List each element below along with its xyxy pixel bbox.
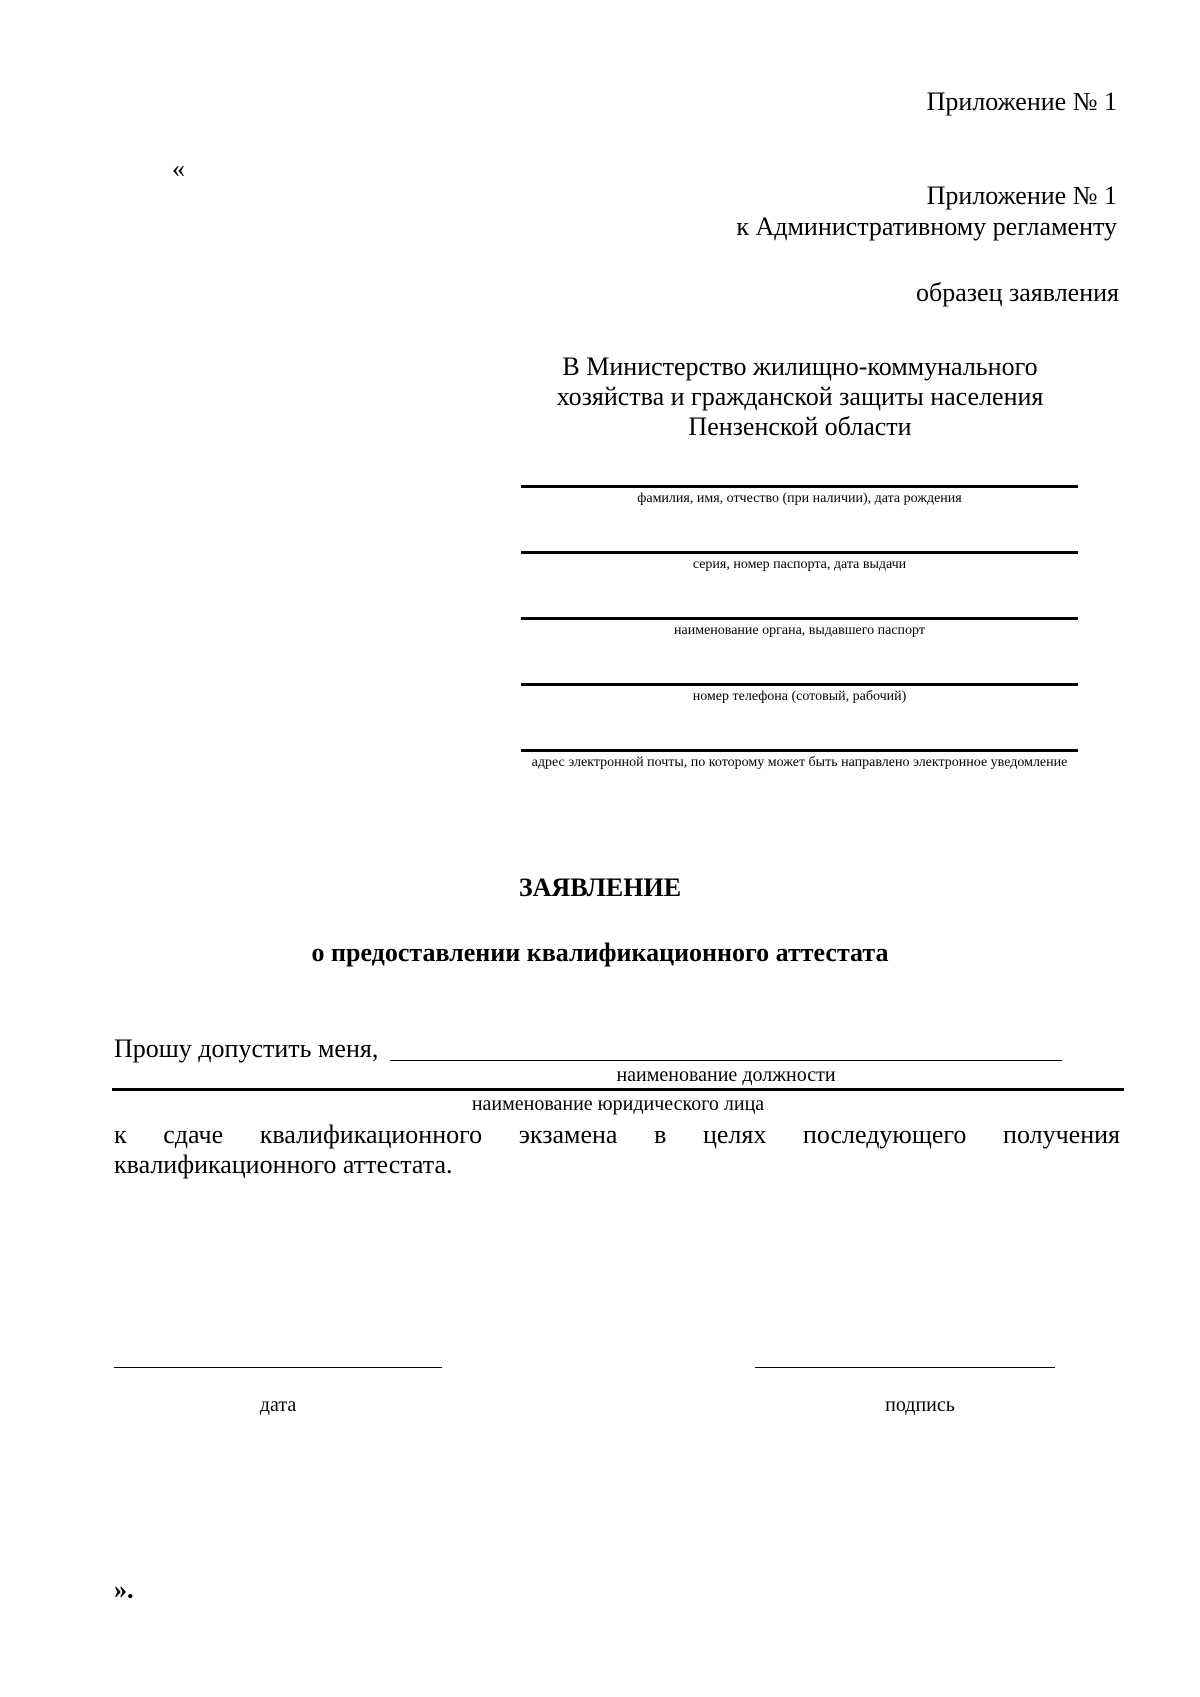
opening-quote: « bbox=[172, 154, 185, 183]
fio-field-label: фамилия, имя, отчество (при наличии), дата рождения bbox=[637, 491, 962, 506]
passport-field-line[interactable] bbox=[521, 551, 1078, 554]
addressee-line-1: В Министерство жилищно-коммунального bbox=[562, 352, 1038, 381]
email-field-label: адрес электронной почты, по которому может быть направлено электронное уведомление bbox=[531, 755, 1068, 770]
issuer-field-label: наименование органа, выдавшего паспорт bbox=[674, 623, 925, 638]
request-text: Прошу допустить меня, bbox=[114, 1034, 379, 1063]
passport-field-label: серия, номер паспорта, дата выдачи bbox=[692, 557, 907, 572]
exam-line-2: квалификационного аттестата. bbox=[114, 1150, 453, 1179]
exam-word: к bbox=[114, 1120, 127, 1149]
exam-word: квалификационного bbox=[259, 1120, 483, 1149]
signature-label: подпись bbox=[885, 1394, 955, 1416]
appendix-top: Приложение № 1 bbox=[926, 87, 1117, 116]
document-title: ЗАЯВЛЕНИЕ bbox=[518, 873, 682, 902]
addressee-line-3: Пензенской области bbox=[688, 412, 912, 441]
position-input-line[interactable] bbox=[390, 1060, 1062, 1061]
exam-word: в bbox=[654, 1120, 667, 1149]
position-label: наименование должности bbox=[616, 1064, 836, 1086]
entity-label: наименование юридического лица bbox=[471, 1093, 765, 1115]
document-subtitle: о предоставлении квалификационного аттестата bbox=[311, 938, 889, 967]
phone-field-line[interactable] bbox=[521, 683, 1078, 686]
exam-word: экзамена bbox=[518, 1120, 618, 1149]
issuer-field-line[interactable] bbox=[521, 617, 1078, 620]
date-label: дата bbox=[259, 1394, 297, 1416]
signature-input-line[interactable] bbox=[755, 1367, 1055, 1368]
exam-line-1 bbox=[114, 1120, 1120, 1150]
date-input-line[interactable] bbox=[114, 1367, 442, 1368]
addressee-line-2: хозяйства и гражданской защиты населения bbox=[556, 382, 1044, 411]
exam-word: сдаче bbox=[163, 1120, 224, 1149]
exam-word: получения bbox=[1003, 1120, 1120, 1149]
exam-word: последующего bbox=[802, 1120, 967, 1149]
exam-word: целях bbox=[702, 1120, 767, 1149]
closing-quote: ». bbox=[114, 1575, 134, 1604]
email-field-line[interactable] bbox=[521, 749, 1078, 752]
sample-note: образец заявления bbox=[916, 278, 1119, 307]
entity-input-line[interactable] bbox=[112, 1088, 1124, 1091]
appendix-number: Приложение № 1 bbox=[926, 181, 1117, 210]
fio-field-line[interactable] bbox=[521, 485, 1078, 488]
phone-field-label: номер телефона (сотовый, рабочий) bbox=[692, 689, 907, 704]
appendix-reference: к Административному регламенту bbox=[736, 212, 1117, 241]
